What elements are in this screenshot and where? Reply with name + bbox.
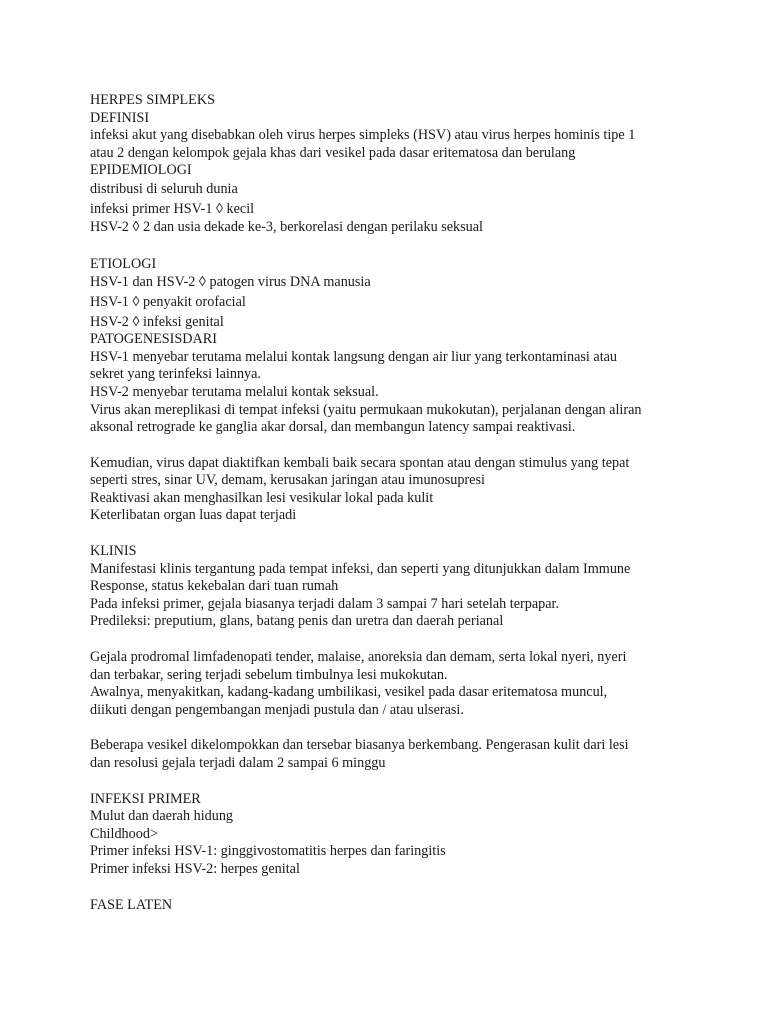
- definisi-line-1: infeksi akut yang disebabkan oleh virus herpes simpleks (HSV) atau virus herpes hominis tipe 1: [90, 127, 636, 144]
- spacer: [90, 719, 690, 737]
- epidemiologi-line-1: distribusi di seluruh dunia: [90, 180, 238, 197]
- klinis-line-3: Pada infeksi primer, gejala biasanya terjadi dalam 3 sampai 7 hari setelah terpapar.: [90, 595, 560, 612]
- klinis-line-6: dan terbakar, sering terjadi sebelum timbulnya lesi mukokutan.: [90, 666, 448, 683]
- infeksi-primer-line-4: Primer infeksi HSV-2: herpes genital: [90, 860, 300, 877]
- klinis-line-5: Gejala prodromal limfadenopati tender, malaise, anoreksia dan demam, serta lokal nyeri, nyeri: [90, 649, 627, 666]
- spacer: [90, 237, 690, 256]
- klinis-line-8: diikuti dengan pengembangan menjadi pustula dan / atau ulserasi.: [90, 701, 464, 718]
- klinis-line-7: Awalnya, menyakitkan, kadang-kadang umbilikasi, vesikel pada dasar eritematosa muncul,: [90, 684, 608, 701]
- epidemiologi-line-3: HSV-2 ◊ 2 dan usia dekade ke-3, berkorelasi dengan perilaku seksual: [90, 219, 483, 236]
- patogenesis-line-2: sekret yang terinfeksi lainnya.: [90, 366, 261, 383]
- patogenesis-line-6: Kemudian, virus dapat diaktifkan kembali baik secara spontan atau dengan stimulus yang tepat: [90, 454, 630, 471]
- infeksi-primer-line-2: Childhood>: [90, 825, 158, 842]
- patogenesis-line-7: seperti stres, sinar UV, demam, kerusakan jaringan atau imunosupresi: [90, 472, 485, 489]
- patogenesis-line-4: Virus akan mereplikasi di tempat infeksi (yaitu permukaan mukokutan), perjalanan dengan aliran: [90, 401, 642, 418]
- klinis-line-9: Beberapa vesikel dikelompokkan dan tersebar biasanya berkembang. Pengerasan kulit dari lesi: [90, 737, 629, 754]
- definisi-line-2: atau 2 dengan kelompok gejala khas dari vesikel pada dasar eritematosa dan berulang: [90, 144, 576, 161]
- etiologi-line-2: HSV-1 ◊ penyakit orofacial: [90, 293, 246, 310]
- klinis-line-4: Predileksi: preputium, glans, batang penis dan uretra dan daerah perianal: [90, 613, 504, 630]
- klinis-line-2: Response, status kekebalan dari tuan rumah: [90, 578, 339, 595]
- patogenesis-line-3: HSV-2 menyebar terutama melalui kontak seksual.: [90, 383, 379, 400]
- heading-infeksi-primer: INFEKSI PRIMER: [90, 790, 201, 807]
- heading-fase-laten: FASE LATEN: [90, 896, 173, 913]
- spacer: [90, 525, 690, 543]
- heading-patogenesis: PATOGENESISDARI: [90, 331, 217, 348]
- infeksi-primer-line-1: Mulut dan daerah hidung: [90, 808, 234, 825]
- heading-epidemiologi: EPIDEMIOLOGI: [90, 162, 192, 179]
- klinis-line-10: dan resolusi gejala terjadi dalam 2 sampai 6 minggu: [90, 755, 386, 771]
- spacer: [90, 631, 690, 649]
- document-title: HERPES SIMPLEKS: [90, 92, 215, 108]
- spacer: [90, 879, 690, 897]
- spacer: [90, 773, 690, 791]
- heading-klinis: KLINIS: [90, 543, 137, 560]
- heading-etiologi: ETIOLOGI: [90, 255, 157, 272]
- patogenesis-line-8: Reaktivasi akan menghasilkan lesi vesikular lokal pada kulit: [90, 489, 434, 506]
- patogenesis-line-1: HSV-1 menyebar terutama melalui kontak langsung dengan air liur yang terkontaminasi atau: [90, 348, 618, 365]
- patogenesis-line-9: Keterlibatan organ luas dapat terjadi: [90, 507, 297, 524]
- epidemiologi-line-2: infeksi primer HSV-1 ◊ kecil: [90, 200, 255, 217]
- spacer: [90, 437, 690, 455]
- etiologi-line-3: HSV-2 ◊ infeksi genital: [90, 313, 224, 330]
- etiologi-line-1: HSV-1 dan HSV-2 ◊ patogen virus DNA manusia: [90, 274, 371, 291]
- document-page: [90, 92, 690, 914]
- patogenesis-line-5: aksonal retrograde ke ganglia akar dorsal, dan membangun latency sampai reaktivasi.: [90, 419, 576, 436]
- klinis-line-1: Manifestasi klinis tergantung pada tempat infeksi, dan seperti yang ditunjukkan dalam Immune: [90, 560, 631, 577]
- infeksi-primer-line-3: Primer infeksi HSV-1: ginggivostomatitis herpes dan faringitis: [90, 843, 446, 860]
- heading-definisi: DEFINISI: [90, 109, 150, 126]
